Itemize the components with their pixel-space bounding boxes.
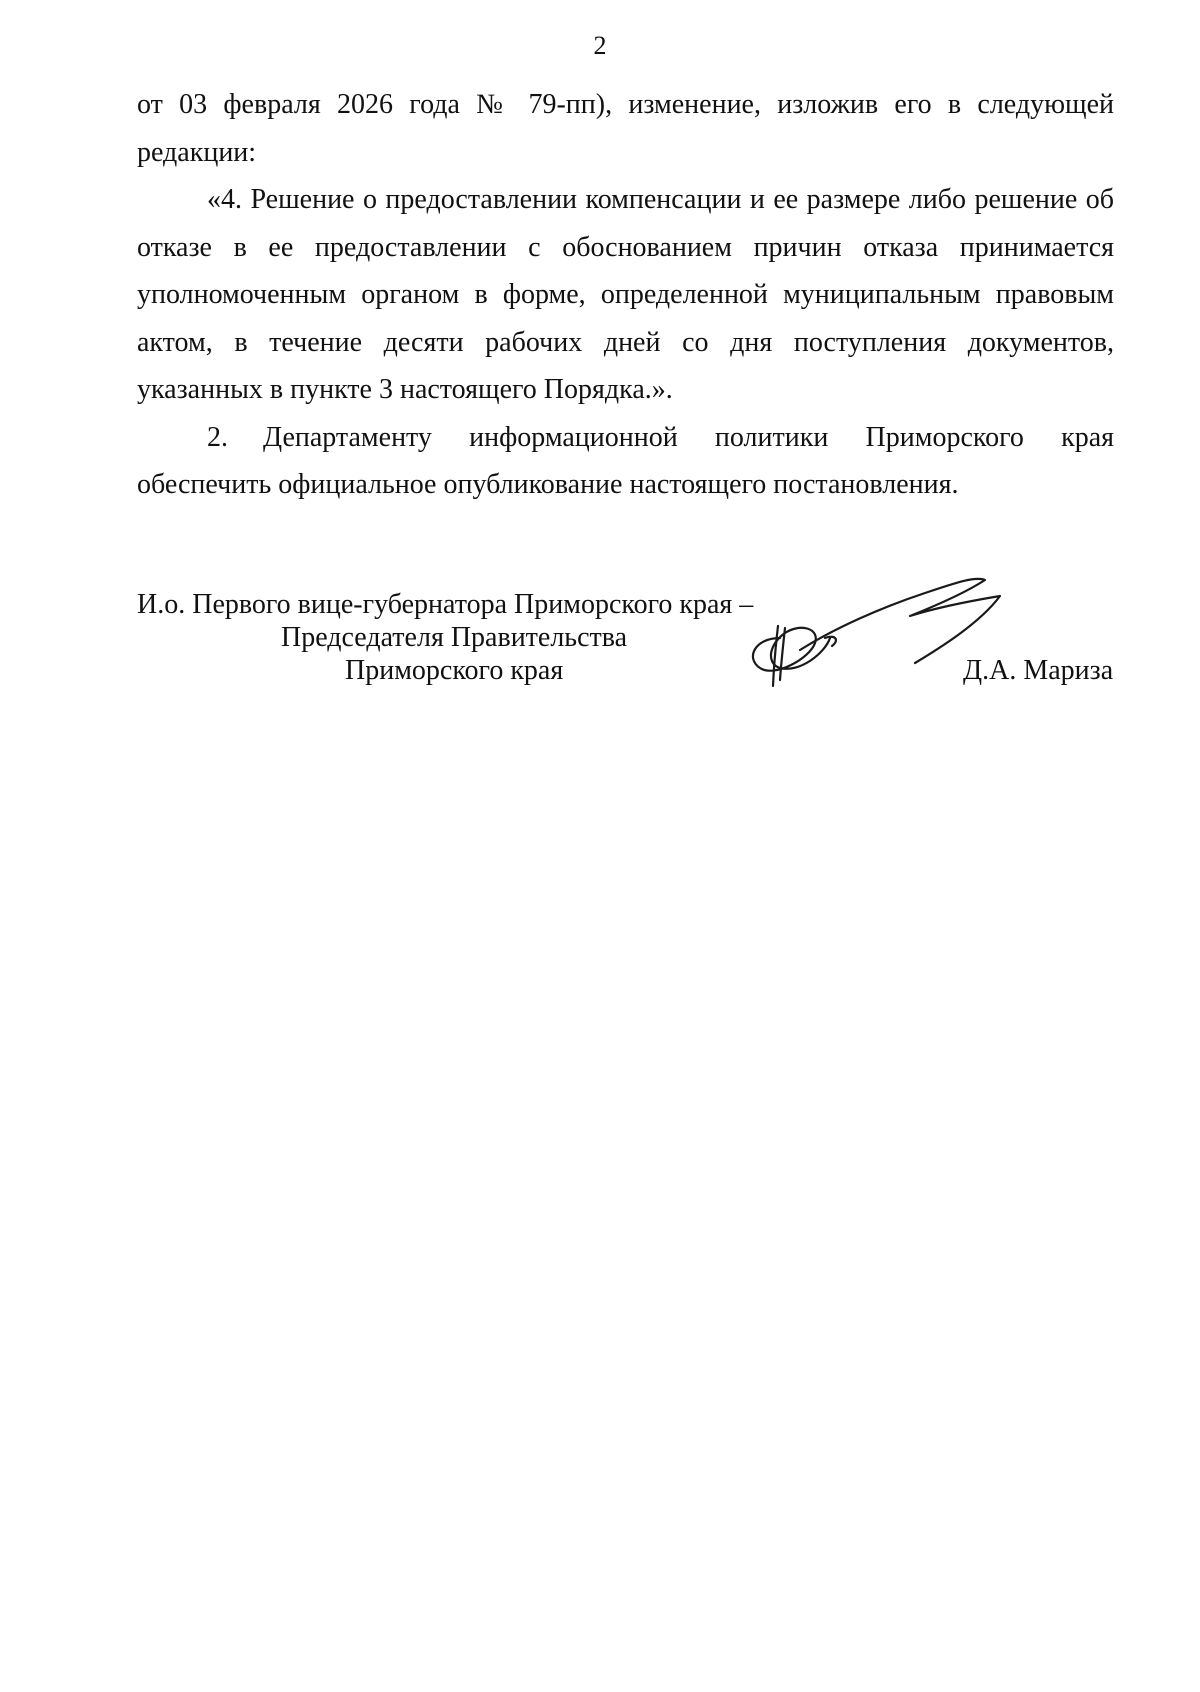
item-number: 2. — [207, 421, 228, 453]
page-number: 2 — [593, 31, 607, 60]
document-body — [137, 81, 1114, 509]
signatory-title-line1: И.о. Первого вице-губернатора Приморского края – — [137, 589, 754, 620]
signer-name: Д.А. Мариза — [963, 655, 1114, 686]
paragraph-continuation: от 03 февраля 2026 года № 79-пп), изменение, изложив его в следующей редакции: — [137, 89, 1114, 168]
signatory-title — [137, 588, 753, 687]
paragraph-quoted-amendment: «4. Решение о предоставлении компенсации и ее размере либо решение об отказе в ее предоставлении с обоснованием причин отказа принимается уполномоченным органом в форме, определенной муниципальным правовым актом, в течение десяти рабочих дней со дня поступления документов, указанных в пункте 3 настоящего Порядка.». — [137, 184, 1114, 405]
item-2-text-line2: обеспечить официальное опубликование настоящего постановления. — [137, 469, 959, 500]
paragraph-item-2-line1 — [137, 414, 1114, 462]
signatory-title-line3: Приморского края — [345, 655, 564, 686]
item-2-text-line1: Департаменту информационной политики Приморского края — [263, 421, 1114, 453]
signatory-title-line2: Председателя Правительства — [281, 622, 628, 653]
